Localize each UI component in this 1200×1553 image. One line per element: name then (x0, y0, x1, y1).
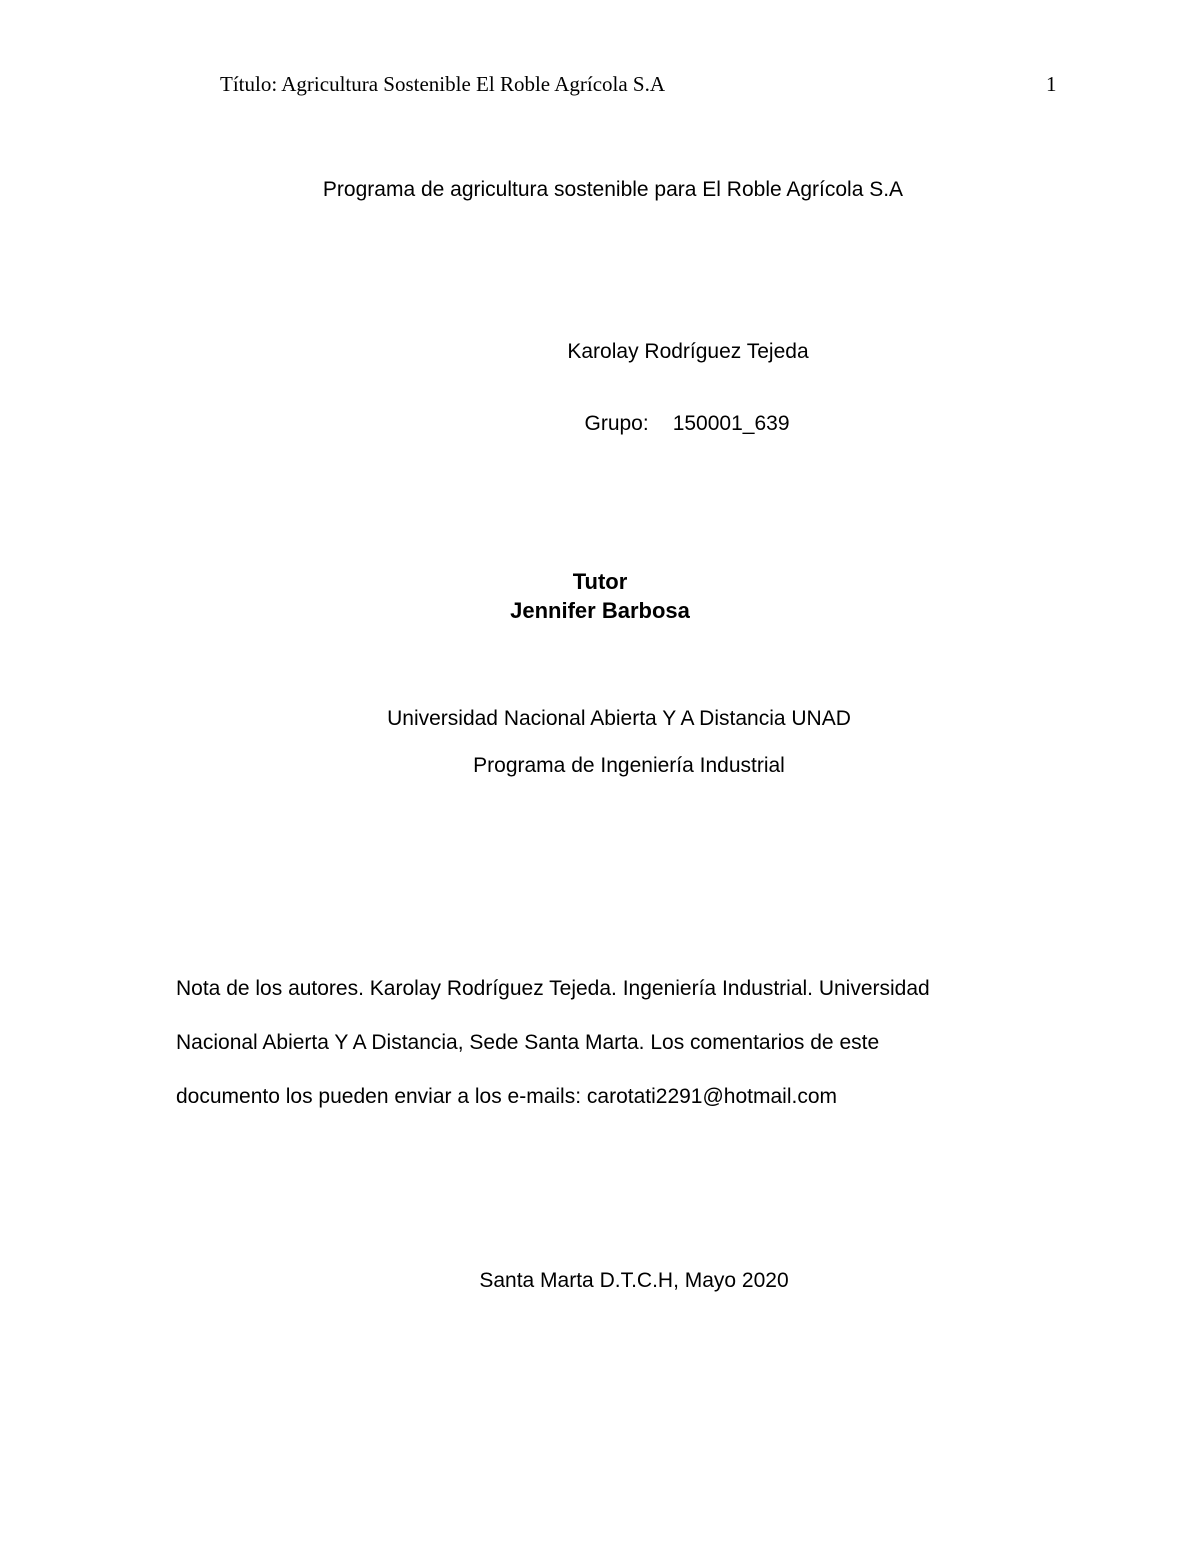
place-date: Santa Marta D.T.C.H, Mayo 2020 (479, 1269, 789, 1292)
university-name: Universidad Nacional Abierta Y A Distancia UNAD (387, 707, 851, 730)
author-note (176, 962, 1046, 1124)
tutor-name: Jennifer Barbosa (510, 598, 690, 623)
author-note-line: documento los pueden enviar a los e-mails: carotati2291@hotmail.com (176, 1085, 837, 1108)
author-name: Karolay Rodríguez Tejeda (567, 340, 809, 363)
running-head: Título: Agricultura Sostenible El Roble Agrícola S.A (220, 72, 666, 96)
page-number: 1 (1046, 72, 1057, 96)
author-note-line: Nacional Abierta Y A Distancia, Sede Santa Marta. Los comentarios de este (176, 1031, 880, 1054)
group-line (0, 410, 1200, 438)
group-value: 150001_639 (672, 412, 790, 435)
author-note-line: Nota de los autores. Karolay Rodríguez Tejeda. Ingeniería Industrial. Universidad (176, 977, 930, 1000)
document-title: Programa de agricultura sostenible para El Roble Agrícola S.A (322, 178, 904, 201)
program-name: Programa de Ingeniería Industrial (473, 754, 785, 777)
tutor-label: Tutor (572, 569, 628, 594)
group-label: Grupo: (584, 412, 649, 435)
